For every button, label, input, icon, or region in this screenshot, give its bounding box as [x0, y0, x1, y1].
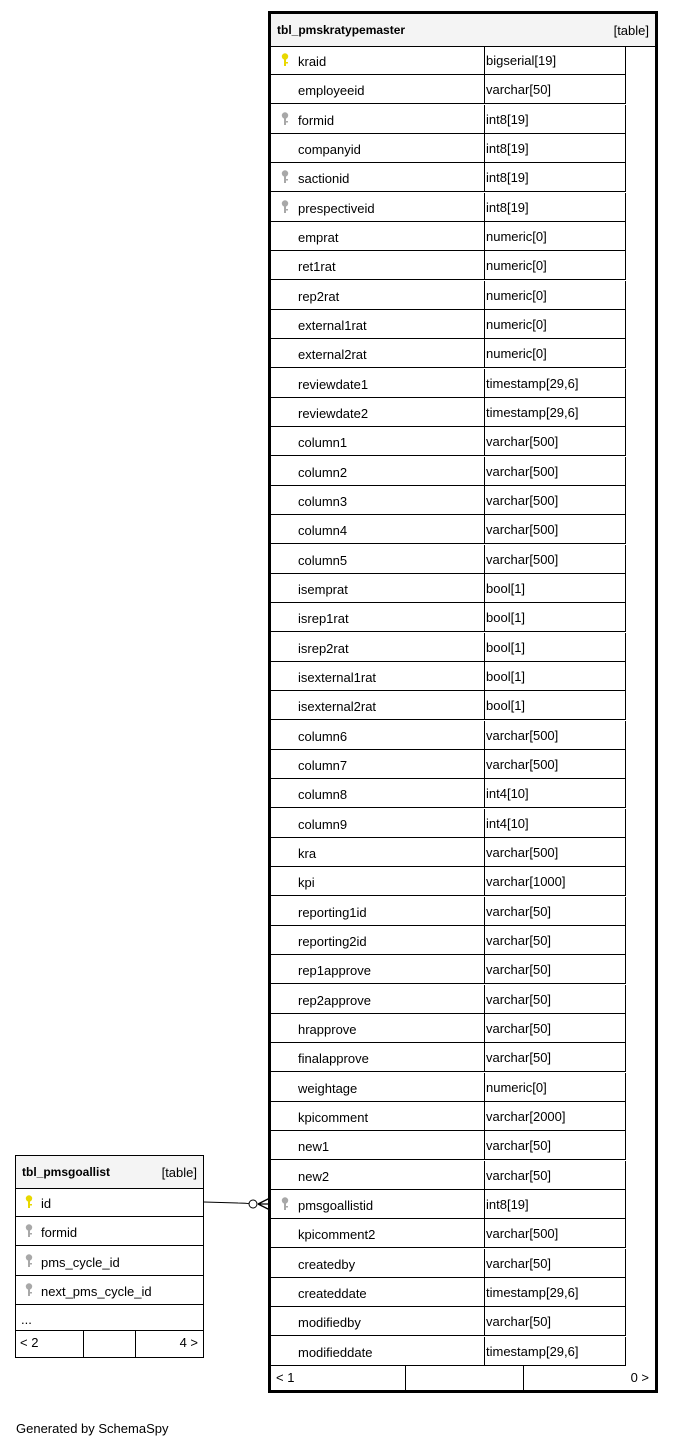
column-name: column2 — [298, 464, 348, 480]
column-type: int8[19] — [486, 1196, 529, 1212]
column-name: reviewdate2 — [298, 405, 369, 421]
column-type: bool[1] — [486, 668, 526, 684]
column-type: bool[1] — [486, 639, 526, 655]
column-type: varchar[500] — [486, 434, 559, 450]
column-name: kraid — [298, 54, 327, 69]
children-count[interactable]: 4 > — [179, 1335, 198, 1350]
column-name: kpicomment2 — [298, 1227, 376, 1243]
column-name: external1rat — [298, 317, 367, 333]
column-type: int8[19] — [486, 140, 529, 156]
column-name: isrep1rat — [298, 611, 349, 627]
column-name: formid — [41, 1225, 78, 1241]
column-name: new1 — [298, 1139, 330, 1155]
column-name: hrapprove — [298, 1021, 357, 1037]
column-type: timestamp[29,6] — [486, 1284, 579, 1300]
column-name: weightage — [298, 1080, 358, 1096]
column-type: varchar[500] — [486, 1226, 559, 1242]
column-type: varchar[50] — [486, 1020, 552, 1036]
column-type: varchar[50] — [486, 1167, 552, 1183]
column-type: timestamp[29,6] — [486, 1343, 579, 1359]
column-name: isexternal2rat — [298, 699, 377, 715]
column-type: int4[10] — [486, 786, 529, 802]
column-type: timestamp[29,6] — [486, 404, 579, 420]
column-name: column6 — [298, 728, 348, 744]
column-type: varchar[50] — [486, 991, 552, 1007]
column-type: varchar[500] — [486, 522, 559, 538]
column-type: timestamp[29,6] — [486, 375, 579, 391]
column-name: rep2rat — [298, 288, 340, 304]
column-type: varchar[50] — [486, 962, 552, 978]
column-name: column7 — [298, 757, 348, 773]
column-name: modifieddate — [298, 1344, 373, 1360]
table-name: tbl_pmskratypemaster — [277, 23, 406, 37]
column-name: formid — [298, 112, 335, 128]
column-type: int8[19] — [486, 111, 529, 127]
column-name: column9 — [298, 816, 348, 832]
column-name: isrep2rat — [298, 640, 349, 656]
column-type: varchar[50] — [486, 1138, 552, 1154]
column-type: varchar[500] — [486, 463, 559, 479]
column-type: int8[19] — [486, 199, 529, 215]
parents-count[interactable]: < 1 — [276, 1370, 295, 1385]
column-name: column8 — [298, 787, 348, 803]
column-name: new2 — [298, 1168, 330, 1184]
column-type: varchar[500] — [486, 551, 559, 567]
column-name: kpicomment — [298, 1109, 369, 1125]
column-type: varchar[50] — [486, 82, 552, 98]
table-name: tbl_pmsgoallist — [22, 1165, 111, 1179]
column-name: id — [41, 1196, 52, 1211]
column-name: kra — [298, 845, 317, 861]
column-name: rep2approve — [298, 992, 371, 1008]
column-type: varchar[2000] — [486, 1108, 566, 1124]
column-name: emprat — [298, 229, 339, 245]
column-name: pmsgoallistid — [298, 1197, 374, 1213]
column-name: modifiedby — [298, 1315, 361, 1331]
column-name: isemprat — [298, 581, 348, 597]
column-type: varchar[50] — [486, 903, 552, 919]
table-type: [table] — [613, 23, 649, 38]
column-type: varchar[50] — [486, 1050, 552, 1066]
column-type: varchar[500] — [486, 844, 559, 860]
column-name: ret1rat — [298, 259, 336, 275]
crows-foot-icon — [258, 1198, 270, 1210]
column-type: bigserial[19] — [486, 53, 557, 68]
column-name: pms_cycle_id — [41, 1254, 120, 1270]
column-name: reporting1id — [298, 904, 367, 920]
column-name: createddate — [298, 1285, 367, 1301]
column-name: kpi — [298, 875, 315, 891]
column-type: bool[1] — [486, 698, 526, 714]
parents-count[interactable]: < 2 — [20, 1335, 39, 1350]
column-name: finalapprove — [298, 1051, 369, 1067]
column-type: numeric[0] — [486, 316, 547, 332]
column-type: bool[1] — [486, 610, 526, 626]
column-name: rep1approve — [298, 963, 371, 979]
column-type: numeric[0] — [486, 346, 547, 362]
column-name: column5 — [298, 552, 348, 568]
column-type: bool[1] — [486, 580, 526, 596]
column-name: column4 — [298, 523, 348, 539]
column-type: numeric[0] — [486, 228, 547, 244]
generated-by: Generated by SchemaSpy — [16, 1421, 169, 1436]
column-type: varchar[1000] — [486, 874, 566, 890]
column-type: varchar[50] — [486, 1255, 552, 1271]
column-name: column1 — [298, 435, 348, 451]
table-type: [table] — [161, 1165, 197, 1180]
column-name: isexternal1rat — [298, 669, 377, 685]
column-name: employeeid — [298, 83, 365, 99]
zero-cardinality-icon — [249, 1200, 257, 1208]
column-type: varchar[50] — [486, 1314, 552, 1330]
column-name: column3 — [298, 493, 348, 509]
column-type: numeric[0] — [486, 287, 547, 303]
column-type: numeric[0] — [486, 258, 547, 274]
column-type: varchar[50] — [486, 932, 552, 948]
column-type: varchar[500] — [486, 727, 559, 743]
column-type: varchar[500] — [486, 756, 559, 772]
column-name: external2rat — [298, 347, 367, 363]
column-type: int8[19] — [486, 170, 529, 186]
more-columns: ... — [21, 1312, 32, 1327]
column-name: reviewdate1 — [298, 376, 369, 392]
column-name: companyid — [298, 141, 361, 157]
column-type: varchar[500] — [486, 492, 559, 508]
column-name: sactionid — [298, 171, 350, 187]
children-count[interactable]: 0 > — [630, 1370, 649, 1385]
column-type: int4[10] — [486, 815, 529, 831]
column-name: prespectiveid — [298, 200, 375, 216]
column-type: numeric[0] — [486, 1079, 547, 1095]
column-name: reporting2id — [298, 933, 367, 949]
column-name: createdby — [298, 1256, 356, 1272]
column-name: next_pms_cycle_id — [41, 1283, 152, 1299]
